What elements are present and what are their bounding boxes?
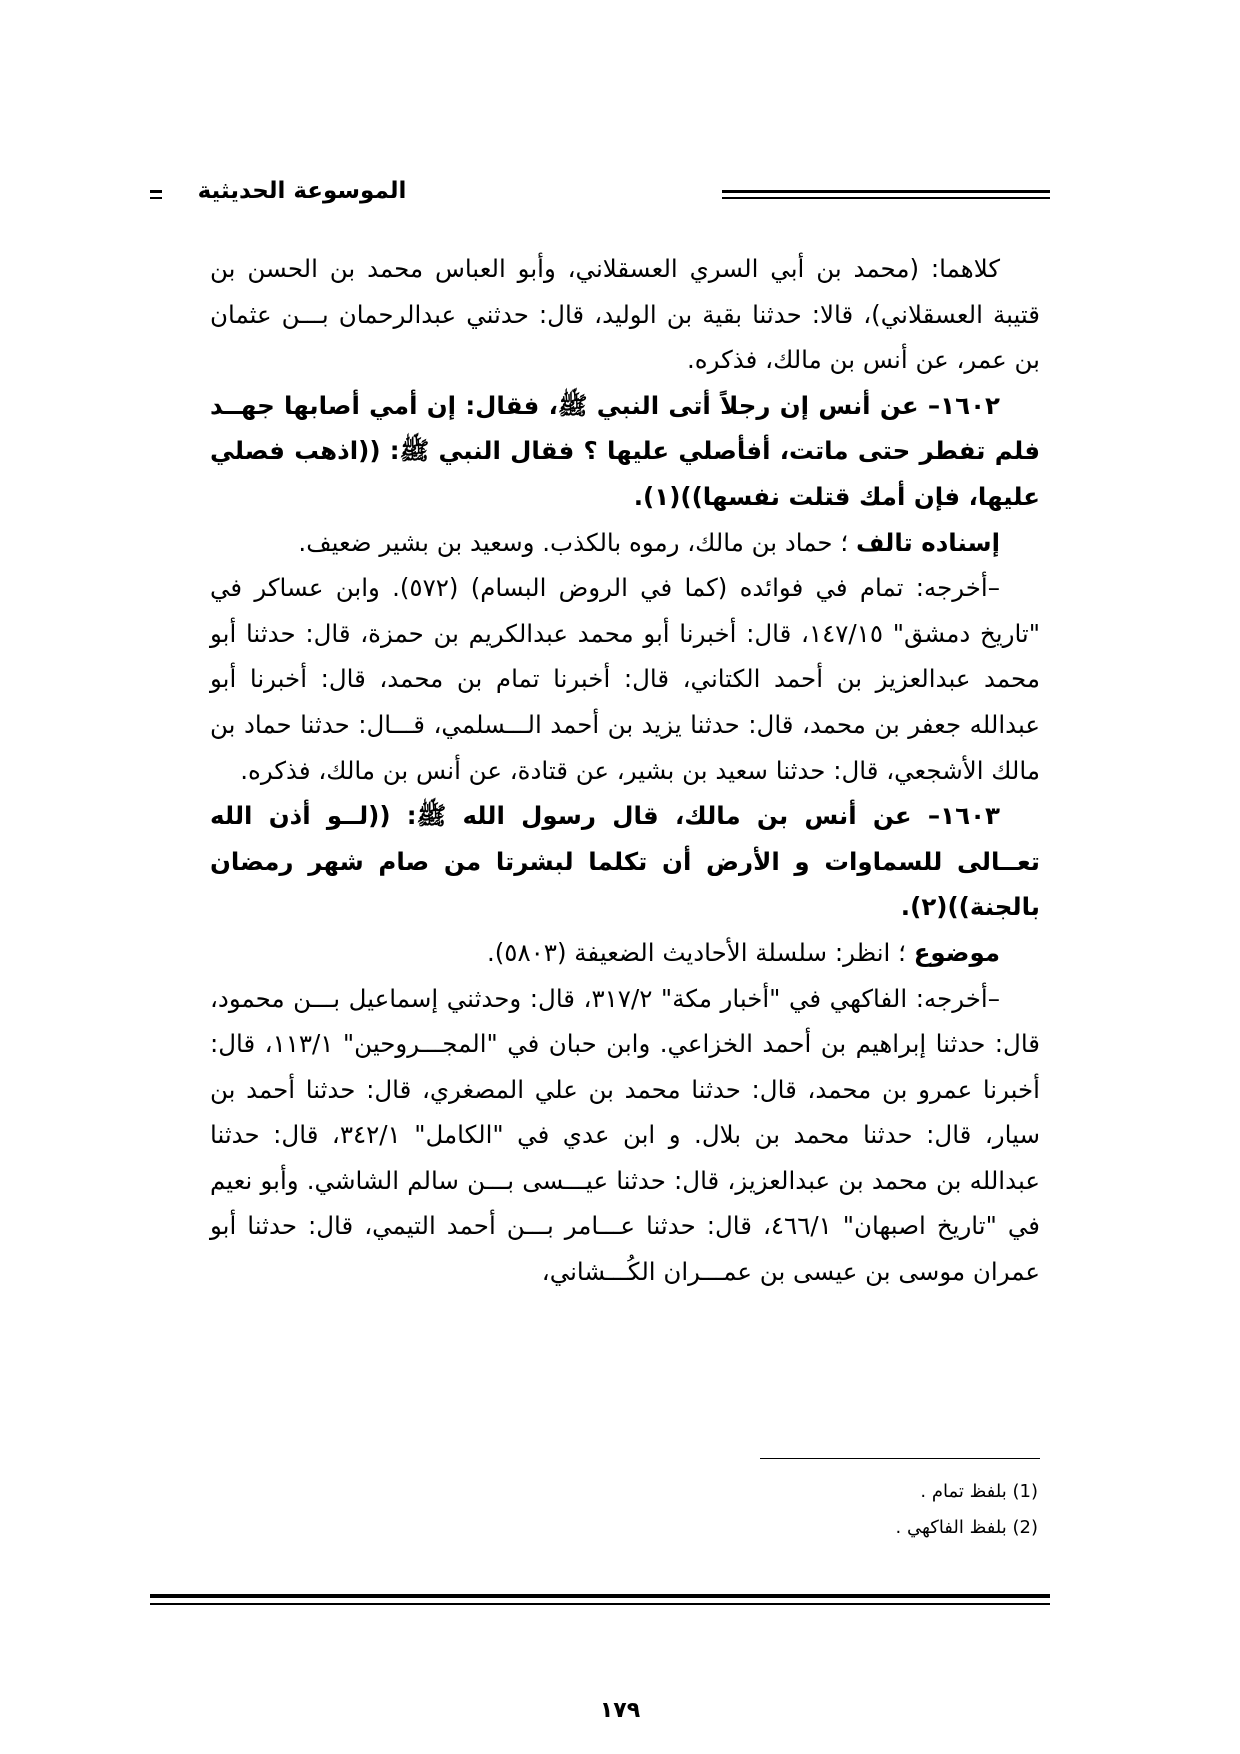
footnotes [638, 1474, 1038, 1546]
page-header [150, 176, 1050, 216]
footer-rule-bottom [150, 1603, 1050, 1605]
grading-reason: ؛ حماد بن مالك، رموه بالكذب. وسعيد بن بشير ضعيف. [298, 527, 856, 557]
grading-1603 [210, 930, 1040, 976]
page-number: ١٧٩ [599, 1698, 641, 1723]
hadith-1602: ١٦٠٢– عن أنس إن رجلاً أتى النبي ﷺ، فقال: إن أمي أصابها جهــد فلم تفطر حتى ماتت، أفأصلي عليها ؟ فقال النبي ﷺ: ((اذهب فصلي عليها، فإن أمك قتلت نفسها))(١). [210, 390, 1040, 511]
hadith-1603: ١٦٠٣– عن أنس بن مالك، قال رسول الله ﷺ: ((لــو أذن الله تعــالى للسماوات و الأرض أن تكلما لبشرتا من صام شهر رمضان بالجنة))(٢). [210, 801, 1040, 922]
footnote-2: (2) بلفظ الفاكهي . [895, 1517, 1038, 1538]
running-header-title: الموسوعة الحديثية [197, 178, 407, 204]
header-rule-right-bottom [722, 197, 1050, 199]
takhrij-1602: –أخرجه: تمام في فوائده (كما في الروض البسام) (٥٧٢). وابن عساكر في "تاريخ دمشق" ١٤٧/١٥، قال: أخبرنا أبو محمد عبدالكريم بن حمزة، قال: حدثنا أبو محمد عبدالعزيز بن أحمد الكتاني، قال: أخبرنا تمام بن محمد، قال: أخبرنا أبو عبدالله جعفر بن محمد، قال: حدثنا يزيد بن أحمد الـــسلمي، قـــال: حدثنا حماد بن مالك الأشجعي، قال: حدثنا سعيد بن بشير، عن قتادة، عن أنس بن مالك، فذكره. [210, 573, 1040, 785]
footer-rule-top [150, 1594, 1050, 1598]
footnote-1: (1) بلفظ تمام . [920, 1481, 1038, 1502]
main-text [210, 246, 1040, 1295]
header-rule-right-top [722, 190, 1050, 193]
header-rule-left-top [150, 190, 162, 193]
grading-reason: ؛ انظر: سلسلة الأحاديث الضعيفة (٥٨٠٣). [486, 937, 914, 967]
grading-label: إسناده تالف [855, 527, 1000, 557]
grading-label: موضوع [913, 937, 1000, 967]
takhrij-1603: –أخرجه: الفاكهي في "أخبار مكة" ٣١٧/٢، قال: وحدثني إسماعيل بـــن محمود، قال: حدثنا إبراهيم بن أحمد الخزاعي. وابن حبان في "المجـــروحين" ١١٣/١، قال: أخبرنا عمرو بن محمد، قال: حدثنا محمد بن علي المصغري، قال: حدثنا أحمد بن سيار، قال: حدثنا محمد بن بلال. و ابن عدي في "الكامل" ٣٤٢/١، قال: حدثنا عبدالله بن محمد بن عبدالعزيز، قال: حدثنا عيـــسى بـــن سالم الشاشي. وأبو نعيم في "تاريخ اصبهان" ٤٦٦/١، قال: حدثنا عـــامر بـــن أحمد التيمي، قال: حدثنا أبو عمران موسى بن عيسى بن عمـــران الكُـــشاني، [210, 983, 1041, 1287]
footnote-separator [760, 1458, 1040, 1459]
grading-1602 [210, 520, 1040, 566]
paragraph-chain-conclusion: كلاهما: (محمد بن أبي السري العسقلاني، وأبو العباس محمد بن الحسن بن قتيبة العسقلاني)، قالا: حدثنا بقية بن الوليد، قال: حدثني عبدالرحمان بـــن عثمان بن عمر، عن أنس بن مالك، فذكره. [210, 254, 1040, 375]
header-rule-left-bottom [150, 197, 162, 199]
